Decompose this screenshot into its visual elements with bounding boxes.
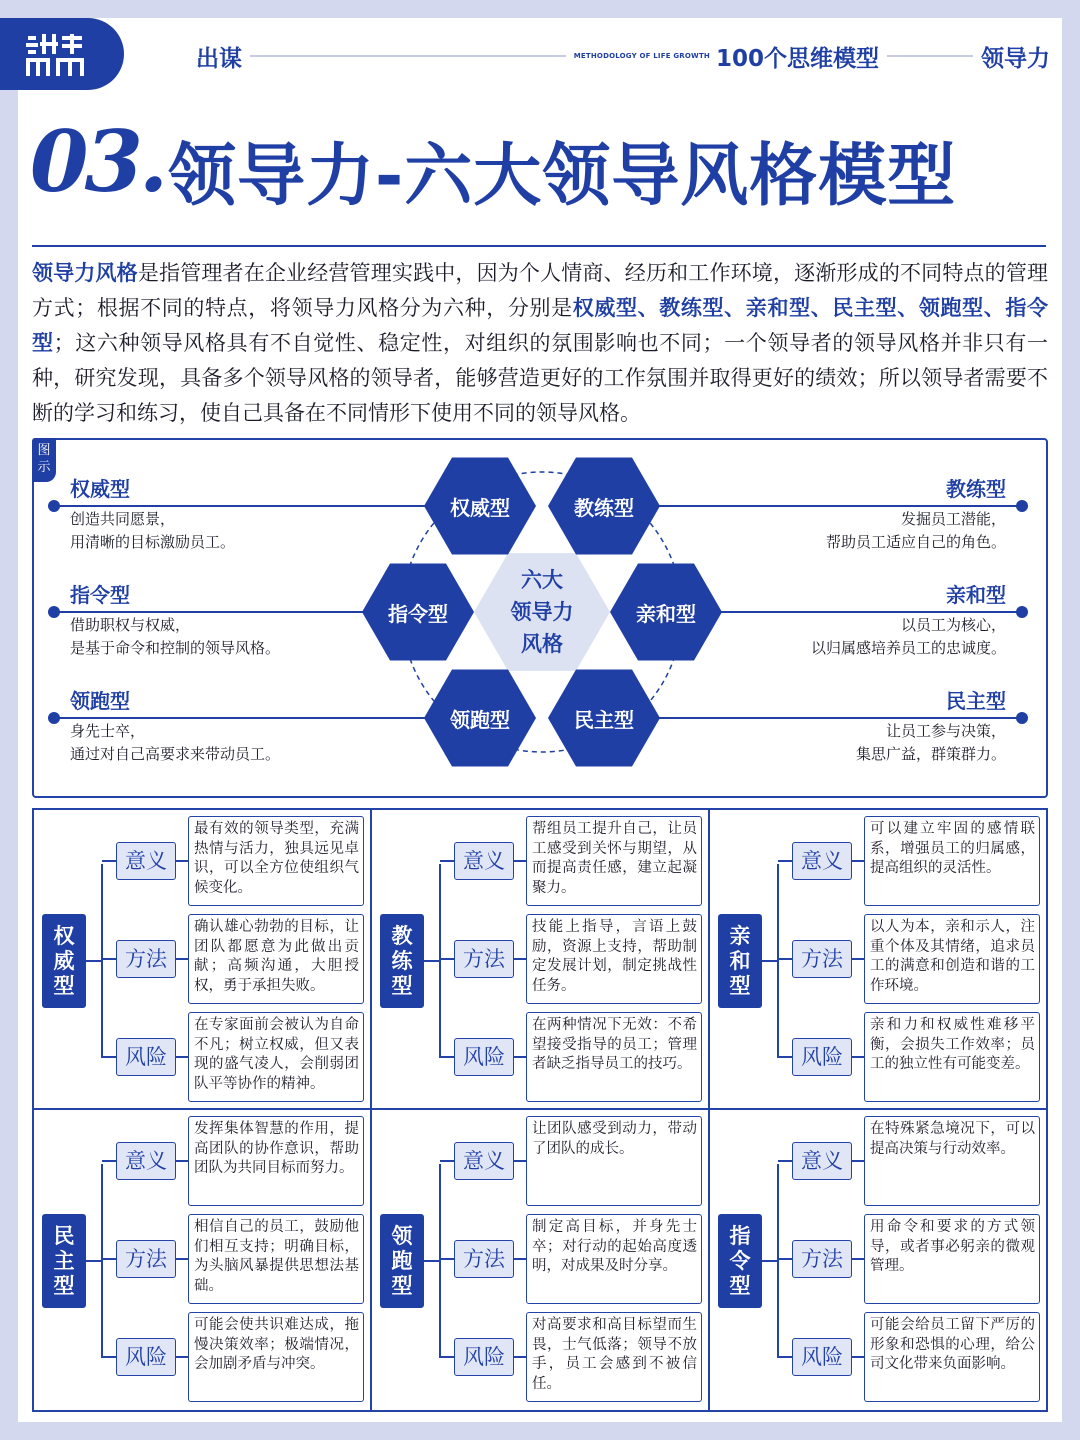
intro-highlight: 权威型、教练型、亲和型、民主型、领跑型、指令型 bbox=[32, 296, 1049, 355]
style-summary-line: 发掘员工潜能， bbox=[900, 510, 1006, 528]
tree-connector bbox=[514, 958, 526, 960]
meaning-tag: 意义 bbox=[454, 1142, 514, 1180]
tree-connector bbox=[852, 860, 864, 862]
header-divider bbox=[887, 55, 973, 57]
title-rule bbox=[32, 245, 1046, 247]
tree-connector bbox=[440, 1356, 454, 1358]
intro-highlight: 领导力风格 bbox=[32, 261, 138, 285]
tree-connector bbox=[102, 860, 116, 862]
meaning-tag: 意义 bbox=[116, 1142, 176, 1180]
style-summary-line: 身先士卒， bbox=[70, 722, 146, 740]
page-header bbox=[196, 40, 1050, 72]
style-name: 权 威 型 bbox=[42, 914, 86, 1008]
tree-connector bbox=[440, 1056, 454, 1058]
style-summary-line: 借助职权与权威， bbox=[70, 616, 191, 634]
tree-connector bbox=[176, 1258, 188, 1260]
meaning-text: 帮组员工提升自己，让员工感受到关怀与期望，从而提高责任感，建立起凝聚力。 bbox=[526, 816, 702, 906]
method-tag: 方法 bbox=[792, 940, 852, 978]
tree-connector bbox=[102, 1258, 116, 1260]
risk-tag: 风险 bbox=[792, 1038, 852, 1076]
brand-logo-icon bbox=[26, 34, 86, 76]
tree-connector bbox=[852, 1160, 864, 1162]
hexagon-label: 指令型 bbox=[388, 602, 448, 626]
style-summary-left bbox=[70, 582, 370, 660]
method-text: 以人为本，亲和示人，注重个体及其情绪，追求员工的满意和创造和谐的工作环境。 bbox=[864, 914, 1040, 1004]
diagram-panel bbox=[32, 438, 1048, 798]
risk-tag: 风险 bbox=[792, 1338, 852, 1376]
header-divider bbox=[250, 55, 566, 57]
tree-connector bbox=[852, 1056, 864, 1058]
method-tag: 方法 bbox=[116, 1240, 176, 1278]
tree-connector bbox=[778, 1258, 792, 1260]
tree-connector bbox=[424, 960, 440, 962]
risk-text: 对高要求和高目标望而生畏，士气低落；领导不放手，员工会感到不被信任。 bbox=[526, 1312, 702, 1402]
risk-tag: 风险 bbox=[454, 1338, 514, 1376]
intro-text: ；这六种领导风格具有不自觉性、稳定性，对组织的氛围影响也不同；一个领导者的领导风格并非只有一种，研究发现，具备多个领导风格的领导者，能够营造更好的工作氛围并取得更好的绩效；所以领导者需要不断的学习和练习，使自己具备在不同情形下使用不同的领导风格。 bbox=[32, 331, 1049, 425]
style-card bbox=[372, 810, 710, 1110]
topic-name: 领导力 bbox=[981, 45, 1050, 72]
tree-connector bbox=[102, 1160, 116, 1162]
title-number: 03. bbox=[30, 112, 165, 211]
tree-connector bbox=[514, 1056, 526, 1058]
connector-dot bbox=[1016, 500, 1028, 512]
tree-connector bbox=[440, 1258, 454, 1260]
tree-connector bbox=[102, 958, 116, 960]
style-summary-right bbox=[706, 476, 1006, 554]
style-summary-line: 通过对自己高要求来带动员工。 bbox=[70, 745, 281, 763]
hexagon-label: 权威型 bbox=[450, 496, 510, 520]
tree-connector bbox=[424, 1260, 440, 1262]
connector-dot bbox=[1016, 606, 1028, 618]
tree-connector bbox=[102, 1356, 116, 1358]
meaning-text: 最有效的领导类型，充满热情与活力，独具远见卓识，可以全方位使组织气候变化。 bbox=[188, 816, 364, 906]
method-text: 技能上指导，言语上鼓励，资源上支持，帮助制定发展计划，制定挑战性任务。 bbox=[526, 914, 702, 1004]
tree-connector bbox=[176, 958, 188, 960]
tree-connector bbox=[440, 958, 454, 960]
tree-connector bbox=[440, 1160, 454, 1162]
series-name: 100个思维模型 bbox=[715, 45, 879, 72]
style-name: 亲 和 型 bbox=[718, 914, 762, 1008]
method-text: 确认雄心勃勃的目标，让团队都愿意为此做出贡献；高频沟通，大胆授权，勇于承担失败。 bbox=[188, 914, 364, 1004]
intro-paragraph bbox=[32, 256, 1048, 431]
risk-text: 在两种情况下无效：不希望接受指导的员工；管理者缺乏指导员工的技巧。 bbox=[526, 1012, 702, 1102]
brand-logo bbox=[0, 18, 124, 90]
style-summary-title: 亲和型 bbox=[946, 583, 1006, 607]
tree-connector bbox=[778, 860, 792, 862]
hexagon-label: 教练型 bbox=[574, 496, 634, 520]
style-summary-line: 让员工参与决策， bbox=[885, 722, 1006, 740]
tree-connector bbox=[514, 860, 526, 862]
tree-connector bbox=[176, 860, 188, 862]
style-summary-line: 用清晰的目标激励员工。 bbox=[70, 533, 236, 551]
style-summary-title: 教练型 bbox=[946, 477, 1006, 501]
method-tag: 方法 bbox=[454, 1240, 514, 1278]
style-summary-title: 指令型 bbox=[70, 583, 130, 607]
style-name: 领 跑 型 bbox=[380, 1214, 424, 1308]
tree-connector bbox=[514, 1356, 526, 1358]
risk-tag: 风险 bbox=[116, 1038, 176, 1076]
header-tagline: METHODOLOGY OF LIFE GROWTH bbox=[573, 52, 710, 60]
tree-connector bbox=[102, 1056, 116, 1058]
risk-text: 亲和力和权威性难移平衡，会损失工作效率；员工的独立性有可能变差。 bbox=[864, 1012, 1040, 1102]
tree-connector bbox=[852, 958, 864, 960]
meaning-tag: 意义 bbox=[792, 1142, 852, 1180]
tree-connector bbox=[176, 1056, 188, 1058]
style-name: 民 主 型 bbox=[42, 1214, 86, 1308]
meaning-tag: 意义 bbox=[454, 842, 514, 880]
style-summary-title: 领跑型 bbox=[70, 689, 130, 713]
method-text: 用命令和要求的方式领导，或者事必躬亲的微观管理。 bbox=[864, 1214, 1040, 1304]
tree-connector bbox=[778, 958, 792, 960]
style-card bbox=[710, 810, 1048, 1110]
style-summary-line: 帮助员工适应自己的角色。 bbox=[825, 533, 1006, 551]
style-card bbox=[372, 1110, 710, 1410]
tree-connector bbox=[762, 960, 778, 962]
meaning-tag: 意义 bbox=[116, 842, 176, 880]
meaning-tag: 意义 bbox=[792, 842, 852, 880]
risk-text: 可能会给员工留下严厉的形象和恐惧的心理，给公司文化带来负面影响。 bbox=[864, 1312, 1040, 1402]
connector-dot bbox=[48, 712, 60, 724]
style-summary-line: 集思广益，群策群力。 bbox=[855, 745, 1006, 763]
style-summary-left bbox=[70, 688, 370, 766]
hexagon-label: 民主型 bbox=[574, 708, 634, 732]
style-summary-title: 民主型 bbox=[946, 689, 1006, 713]
tree-connector bbox=[778, 1160, 792, 1162]
meaning-text: 在特殊紧急境况下，可以提高决策与行动效率。 bbox=[864, 1116, 1040, 1206]
tree-connector bbox=[852, 1258, 864, 1260]
tree-connector bbox=[514, 1160, 526, 1162]
tree-connector bbox=[86, 1260, 102, 1262]
method-text: 制定高目标，并身先士卒；对行动的起始高度透明，对成果及时分享。 bbox=[526, 1214, 702, 1304]
method-tag: 方法 bbox=[454, 940, 514, 978]
risk-text: 可能会使共识难达成，拖慢决策效率；极端情况，会加剧矛盾与冲突。 bbox=[188, 1312, 364, 1402]
style-card bbox=[710, 1110, 1048, 1410]
style-summary-line: 以归属感培养员工的忠诚度。 bbox=[810, 639, 1006, 657]
style-name: 指 令 型 bbox=[718, 1214, 762, 1308]
brand-name: 出谋 bbox=[196, 45, 242, 72]
meaning-text: 让团队感受到动力，带动了团队的成长。 bbox=[526, 1116, 702, 1206]
method-tag: 方法 bbox=[116, 940, 176, 978]
tree-connector bbox=[514, 1258, 526, 1260]
tree-connector bbox=[176, 1160, 188, 1162]
tree-connector bbox=[86, 960, 102, 962]
style-summary-title: 权威型 bbox=[70, 477, 130, 501]
hexagon-label: 领跑型 bbox=[450, 708, 510, 732]
tree-connector bbox=[778, 1356, 792, 1358]
connector-dot bbox=[1016, 712, 1028, 724]
style-card bbox=[34, 810, 372, 1110]
diagram-tag: 图示 bbox=[32, 438, 56, 482]
style-summary-right bbox=[706, 688, 1006, 766]
style-summary-left bbox=[70, 476, 370, 554]
style-summary-line: 是基于命令和控制的领导风格。 bbox=[70, 639, 281, 657]
style-summary-line: 创造共同愿景， bbox=[70, 510, 176, 528]
meaning-text: 可以建立牢固的感情联系，增强员工的归属感，提高组织的灵活性。 bbox=[864, 816, 1040, 906]
tree-connector bbox=[852, 1356, 864, 1358]
tree-connector bbox=[778, 1056, 792, 1058]
style-name: 教 练 型 bbox=[380, 914, 424, 1008]
method-tag: 方法 bbox=[792, 1240, 852, 1278]
risk-text: 在专家面前会被认为自命不凡；树立权威，但又表现的盛气凌人，会削弱团队平等协作的精神。 bbox=[188, 1012, 364, 1102]
styles-grid bbox=[32, 808, 1048, 1412]
tree-connector bbox=[762, 1260, 778, 1262]
meaning-text: 发挥集体智慧的作用，提高团队的协作意识，帮助团队为共同目标而努力。 bbox=[188, 1116, 364, 1206]
style-summary-right bbox=[706, 582, 1006, 660]
risk-tag: 风险 bbox=[454, 1038, 514, 1076]
risk-tag: 风险 bbox=[116, 1338, 176, 1376]
center-label: 六大 领导力 风格 bbox=[510, 568, 574, 656]
style-card bbox=[34, 1110, 372, 1410]
tree-connector bbox=[176, 1356, 188, 1358]
tree-connector bbox=[440, 860, 454, 862]
intro-text: 是指管理者在企业经营管理实践中，因为个人情商、经历和工作环境，逐渐形成的不同特点的管理方式；根据不同的特点，将领导力风格分为六种，分别是 bbox=[32, 261, 1049, 320]
page-title: 领导力-六大领导风格模型 bbox=[168, 137, 957, 216]
style-summary-line: 以员工为核心， bbox=[900, 616, 1006, 634]
connector-dot bbox=[48, 500, 60, 512]
connector-dot bbox=[48, 606, 60, 618]
method-text: 相信自己的员工，鼓励他们相互支持；明确目标，为头脑风暴提供思想法基础。 bbox=[188, 1214, 364, 1304]
hexagon-label: 亲和型 bbox=[636, 602, 696, 626]
